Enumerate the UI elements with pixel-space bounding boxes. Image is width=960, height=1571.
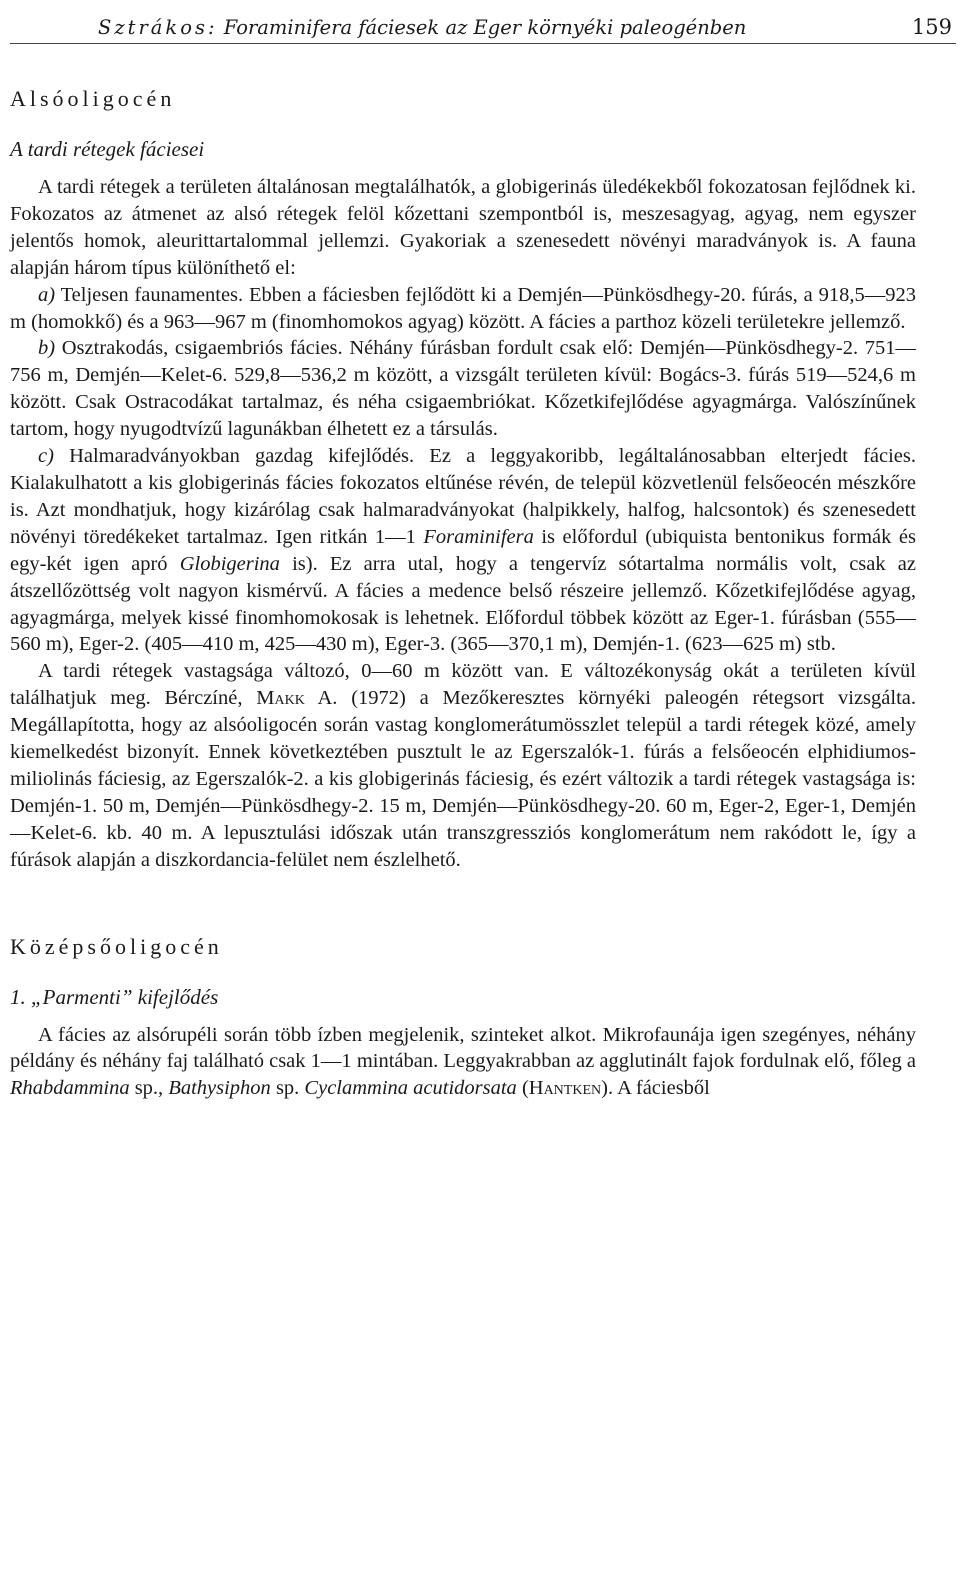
taxon-cyclammina: Cyclammina acutidorsata: [304, 1077, 517, 1100]
running-head: [10, 12, 956, 44]
thickness-text-a: A tardi rétegek vastagsága változó, 0—60 m között van. E változékonyság okát a területen kívül találhatjuk meg. Bérczíné,: [10, 660, 916, 710]
paragraph-parmenti: [10, 1022, 916, 1103]
section-title-kozepsooligocen: Középsőoligocén: [10, 933, 223, 959]
item-label-b: b): [38, 337, 56, 360]
parmenti-text-b: sp.,: [129, 1077, 169, 1100]
parmenti-text-a: A fácies az alsórupéli során több ízben megjelenik, szinteket alkot. Mikrofaunája igen szegényes, néhány példány és néhány faj található csak 1—1 mintában. Leggyakrabban az agglutinált fajok fordulnak elő, főleg a: [10, 1023, 916, 1073]
paragraph-tardi-intro: A tardi rétegek a területen általánosan megtalálhatók, a globigerinás üledékekből fokozatosan fejlődnek ki. Fokozatos az átmenet az alsó rétegek felöl kőzettani szempontból is, meszesagyag, agyag, nem egyszer jelentős homok, aleurittartalommal jellemzi. Gyakoriak a szenesedett növényi maradványok is. A fauna alapján három típus különíthető el:: [10, 176, 916, 279]
taxon-foraminifera: Foraminifera: [423, 525, 534, 548]
item-text-c-3: is). Ez arra utal, hogy a tengervíz sótartalma normális volt, csak az átszellőzöttség volt nagyon kismérvű. A fácies a medence belső részeire jellemző. Kőzetkifejlődése agyag, agyagmárga, melyek kissé finomhomokosak is lehetnek. Előfordul többek között az Eger-1. fúrásban (555—560 m), Eger-2. (405—410 m, 425—430 m), Eger-3. (365—370,1 m), Demjén-1. (623—625 m) stb.: [10, 552, 916, 656]
parmenti-text-c: sp.: [270, 1077, 305, 1100]
page-number: 159: [911, 15, 952, 39]
item-text-c-1: Halmaradványokban gazdag kifejlődés. Ez a leggyakoribb, legáltalánosabban elterjedt fácies. Kialakulhatott a kis globigerinás fácies fokozatos eltűnése révén, de települ közvetlenül felsőeocén mészkőre is. Azt mondhatjuk, hogy kizárólag csak halmaradványokat (halpikkely, halfog, halcsontok) és szenesedett növényi töredékeket tartalmaz. Igen ritkán 1—1: [10, 445, 916, 548]
running-head-title: [98, 13, 746, 43]
section-title-alsooligocen: Alsóoligocén: [10, 86, 176, 111]
cited-author-makk: Makk A.: [256, 687, 338, 710]
paragraph-type-b: [10, 335, 916, 443]
running-head-author: Sztrákos:: [98, 16, 218, 39]
thickness-text-b: (1972) a Mezőkeresztes környéki paleogén rétegsort vizsgálta. Megállapította, hogy az alsóoligocén során vastag konglomerátumösszlet települ a tardi rétegek közé, amely kiemelkedést bizonyít. Ennek következtében pusztult le az Egerszalók-1. fúrás a felsőeocén elphidiumos-miliolinás fáciesig, az Egerszalók-2. a kis globigerinás fáciesig, és ezért változik a tardi rétegek vastagsága is: Demjén-1. 50 m, Demjén—Pünkösdhegy-2. 15 m, Demjén—Pünkösdhegy-20. 60 m, Eger-2, Eger-1, Demjén—Kelet-6. kb. 40 m. A lepusztulási időszak után transzgressziós konglomerátum nem rakódott le, így a fúrások alapján a diszkordancia-felület nem észlelhető.: [10, 687, 916, 871]
item-text-a: Teljesen faunamentes. Ebben a fáciesben fejlődött ki a Demjén—Pünkösdhegy-20. fúrás, a 918,5—923 m (homokkő) és a 963—967 m (finomhomokos agyag) között. A fácies a parthoz közeli területekre jellemző.: [10, 283, 916, 333]
cited-author-hantken: Hantken: [528, 1077, 602, 1100]
taxon-globigerina: Globigerina: [179, 552, 280, 575]
item-label-a: a): [38, 283, 56, 306]
taxon-bathysiphon: Bathysiphon: [168, 1077, 271, 1100]
subsection-title-parmenti: 1. „Parmenti” kifejlődés: [10, 984, 219, 1009]
parmenti-text-e: ). A fáciesből: [601, 1077, 710, 1100]
item-label-c: c): [38, 445, 54, 468]
item-text-b: Osztrakodás, csigaembriós fácies. Néhány fúrásban fordult csak elő: Demjén—Pünkösdhegy-2. 751—756 m, Demjén—Kelet-6. 529,8—536,2 m között, a vizsgált területen kívül: Bogács-3. fúrás 519—524,6 m között. Csak Ostracodákat tartalmaz, és néha csigaembriókat. Kőzetkifejlődése agyagmárga. Valószínűnek tartom, hogy nyugodtvízű lagunákban élhetett ez a társulás.: [10, 337, 916, 441]
running-head-article-title: Foraminifera fáciesek az Eger környéki paleogénben: [223, 16, 747, 39]
paragraph-type-a: [10, 282, 916, 336]
taxon-rhabdammina: Rhabdammina: [10, 1077, 130, 1100]
parmenti-text-d: (: [516, 1077, 529, 1100]
subsection-title-tardi: A tardi rétegek fáciesei: [10, 137, 205, 161]
item-text-c-2: is előfordul (ubiquista bentonikus formák és egy-két igen apró: [10, 525, 916, 575]
paragraph-type-c: [10, 443, 916, 658]
paragraph-thickness: [10, 658, 916, 873]
